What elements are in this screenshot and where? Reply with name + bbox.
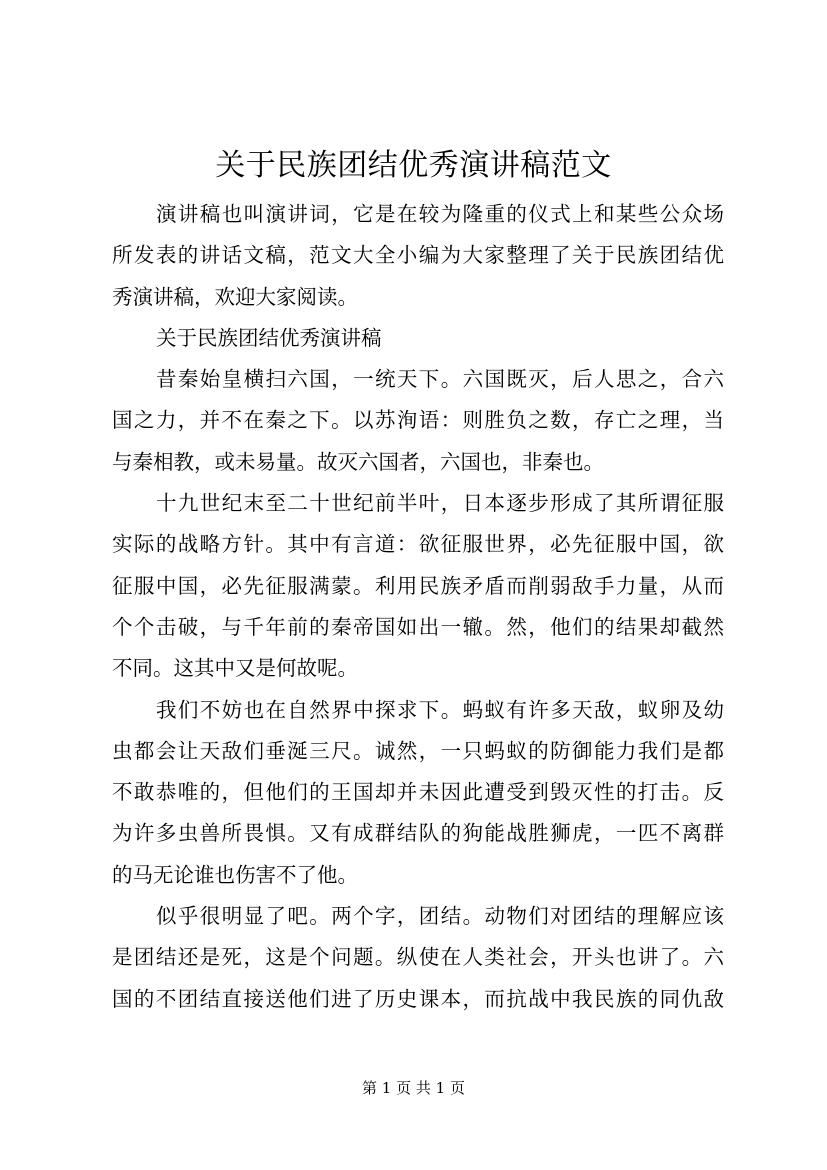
text-line: 是团结还是死，这是个问题。纵使在人类社会，开头也讲了。六 (112, 945, 724, 970)
text-line: 的马无论谁也伤害不了他。 (112, 862, 358, 887)
section-heading: 关于民族团结优秀演讲稿 (156, 325, 382, 350)
text-line: 秀演讲稿，欢迎大家阅读。 (112, 284, 358, 309)
text-line: 与秦相教，或未易量。故灭六国者，六国也，非秦也。 (112, 449, 604, 474)
text-line: 所发表的讲话文稿，范文大全小编为大家整理了关于民族团结优 (112, 243, 724, 268)
text-line: 国的不团结直接送他们进了历史课本，而抗战中我民族的同仇敌 (112, 986, 724, 1011)
text-line: 昔秦始皇横扫六国，一统天下。六国既灭，后人思之，合六 (156, 367, 724, 392)
page-footer: 第 1 页 共 1 页 (362, 1079, 465, 1097)
text-line: 实际的战略方针。其中有言道：欲征服世界，必先征服中国，欲 (112, 532, 724, 557)
text-line: 不敢恭唯的，但他们的王国却并未因此遭受到毁灭性的打击。反 (112, 780, 724, 805)
text-line: 我们不妨也在自然界中探求下。蚂蚁有许多天敌，蚁卵及幼 (156, 697, 724, 722)
text-line: 个个击破，与千年前的秦帝国如出一辙。然，他们的结果却截然 (112, 614, 724, 639)
text-line: 似乎很明显了吧。两个字，团结。动物们对团结的理解应该 (156, 904, 724, 929)
text-line: 演讲稿也叫演讲词，它是在较为隆重的仪式上和某些公众场 (156, 202, 724, 226)
text-line: 不同。这其中又是何故呢。 (112, 656, 358, 681)
document-body (112, 194, 724, 1020)
text-line: 十九世纪末至二十世纪前半叶，日本逐步形成了其所谓征服 (156, 491, 724, 516)
text-line: 为许多虫兽所畏惧。又有成群结队的狗能战胜狮虎，一匹不离群 (112, 821, 724, 846)
text-line: 国之力，并不在秦之下。以苏洵语：则胜负之数，存亡之理，当 (112, 408, 724, 433)
text-line: 虫都会让天敌们垂涎三尺。诚然，一只蚂蚁的防御能力我们是都 (112, 738, 724, 763)
text-line: 征服中国，必先征服满蒙。利用民族矛盾而削弱敌手力量，从而 (112, 573, 724, 598)
document-title: 关于民族团结优秀演讲稿范文 (215, 148, 612, 183)
